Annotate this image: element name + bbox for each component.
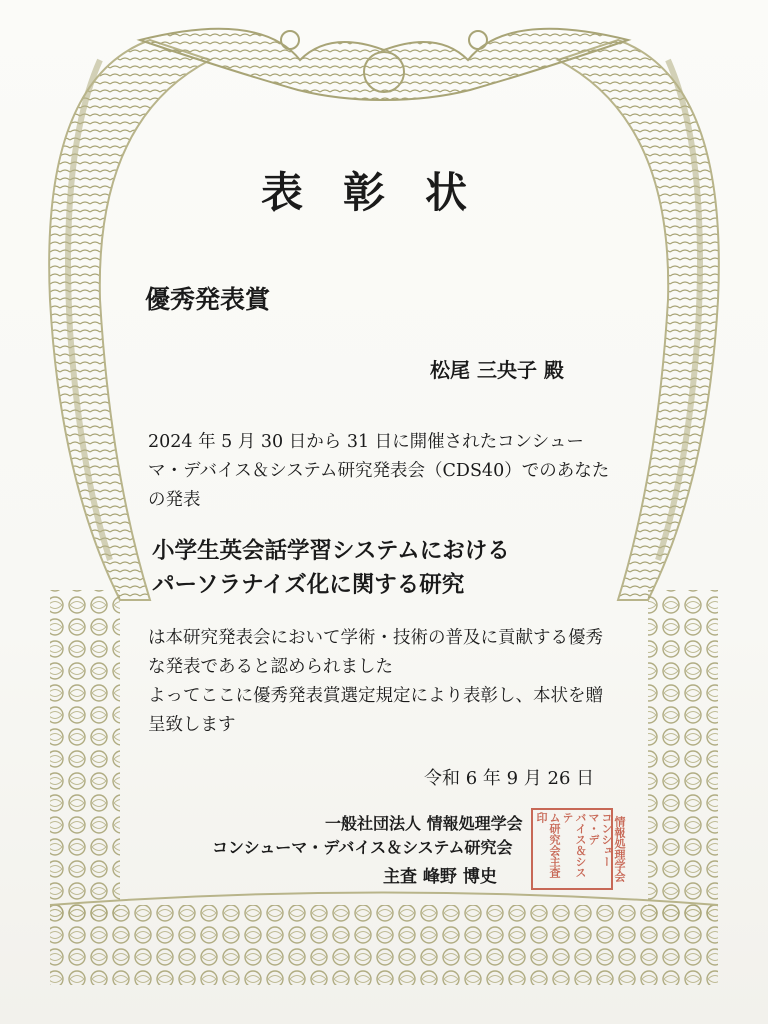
recognition-line-1: は本研究発表会において学術・技術の普及に貢献する優秀な発表であると認められました: [148, 628, 603, 677]
organization-name: 一般社団法人 情報処理学会: [325, 814, 523, 833]
seal-column-4: ム研究会主査印: [535, 812, 561, 878]
certificate-title: 表彰状: [260, 168, 507, 217]
chair-name: 主査 峰野 博史: [383, 867, 497, 887]
recognition-line-2: よってここに優秀発表賞選定規定により表彰し、本状を贈呈致します: [148, 686, 603, 735]
research-title-line-2: パーソラナイズ化に関する研究: [152, 572, 465, 598]
recognition-paragraph: [148, 624, 618, 740]
presentation-paragraph: 2024 年 5 月 30 日から 31 日に開催されたコンシューマ・デバイス＆システム研究発表会（CDS40）でのあなたの発表: [148, 432, 610, 510]
official-seal-stamp: [531, 808, 626, 890]
seal-column-3: バイス＆システ: [561, 812, 587, 878]
seal-column-2: コンシューマ・デ: [587, 812, 613, 867]
research-title-line-1: 小学生英会話学習システムにおける: [152, 538, 510, 564]
seal-column-1: 情報処理学会: [613, 816, 626, 882]
recipient-name: 松尾 三央子 殿: [430, 358, 564, 382]
research-title: [152, 534, 572, 602]
award-name: 優秀発表賞: [145, 285, 271, 314]
research-group-name: コンシューマ・デバイス＆システム研究会: [212, 838, 513, 857]
award-date: 令和 6 年 9 月 26 日: [424, 768, 595, 789]
